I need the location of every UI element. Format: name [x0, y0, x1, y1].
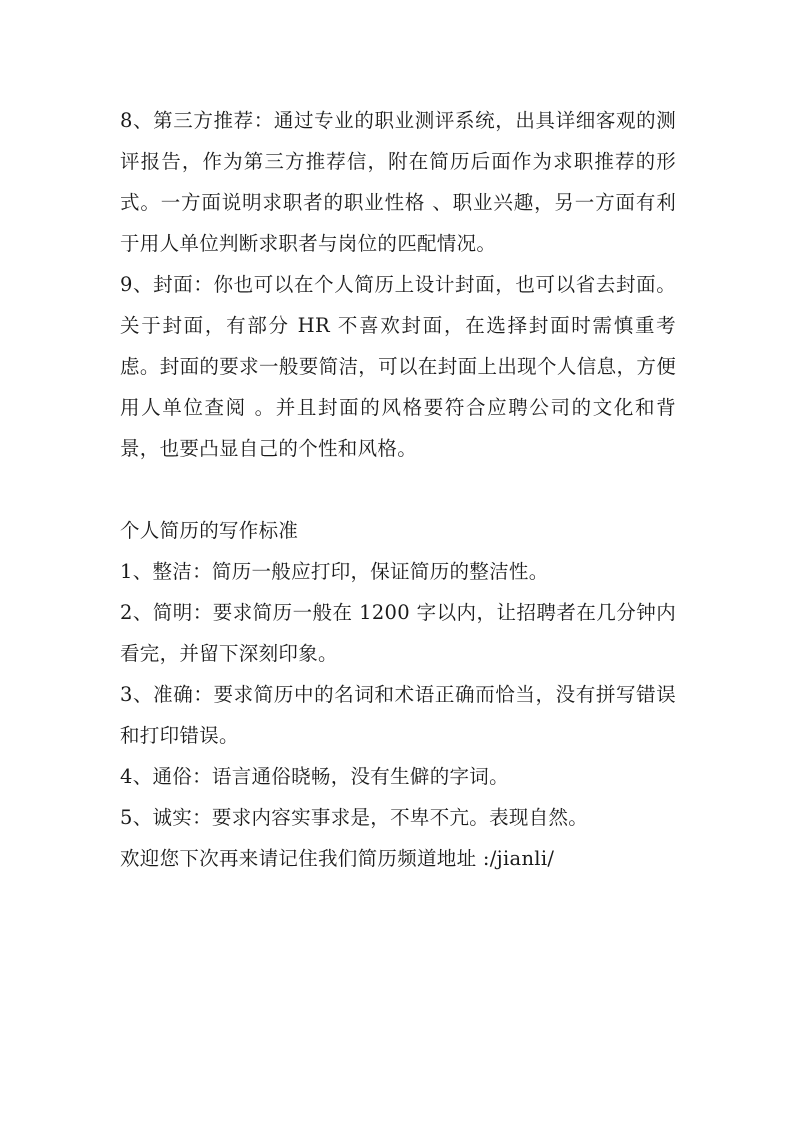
document-body [120, 100, 676, 879]
standard-item-neat: 1、整洁：简历一般应打印，保证简历的整洁性。 [120, 560, 549, 583]
standard-item-concise: 2、简明：要求简历一般在 1200 字以内，让招聘者在几分钟内看完，并留下深刻印象。 [120, 601, 676, 665]
section-title: 个人简历的写作标准 [120, 519, 299, 542]
paragraph-cover: 9、封面：你也可以在个人简历上设计封面，也可以省去封面。关于封面，有部分 HR 不喜欢封面，在选择封面时需慎重考虑。封面的要求一般要简洁，可以在封面上出现个人信息，方便用人单位查阅 。并且封面的风格要符合应聘公司的文化和背景，也要凸显自己的个性和风格。 [120, 273, 676, 460]
standard-item-honest: 5、诚实：要求内容实事求是，不卑不亢。表现自然。 [120, 806, 589, 829]
paragraph-third-party-recommendation: 8、第三方推荐：通过专业的职业测评系统，出具详细客观的测评报告，作为第三方推荐信，附在简历后面作为求职推荐的形式。一方面说明求职者的职业性格 、职业兴趣，另一方面有利于用人单位判断求职者与岗位的匹配情况。 [120, 109, 676, 255]
closing-line: 欢迎您下次再来请记住我们简历频道地址 :/jianli/ [120, 847, 555, 870]
blank-line [120, 469, 676, 510]
standard-item-accurate: 3、准确：要求简历中的名词和术语正确而恰当，没有拼写错误和打印错误。 [120, 683, 676, 747]
standard-item-plain: 4、通俗：语言通俗晓畅，没有生僻的字词。 [120, 765, 509, 788]
